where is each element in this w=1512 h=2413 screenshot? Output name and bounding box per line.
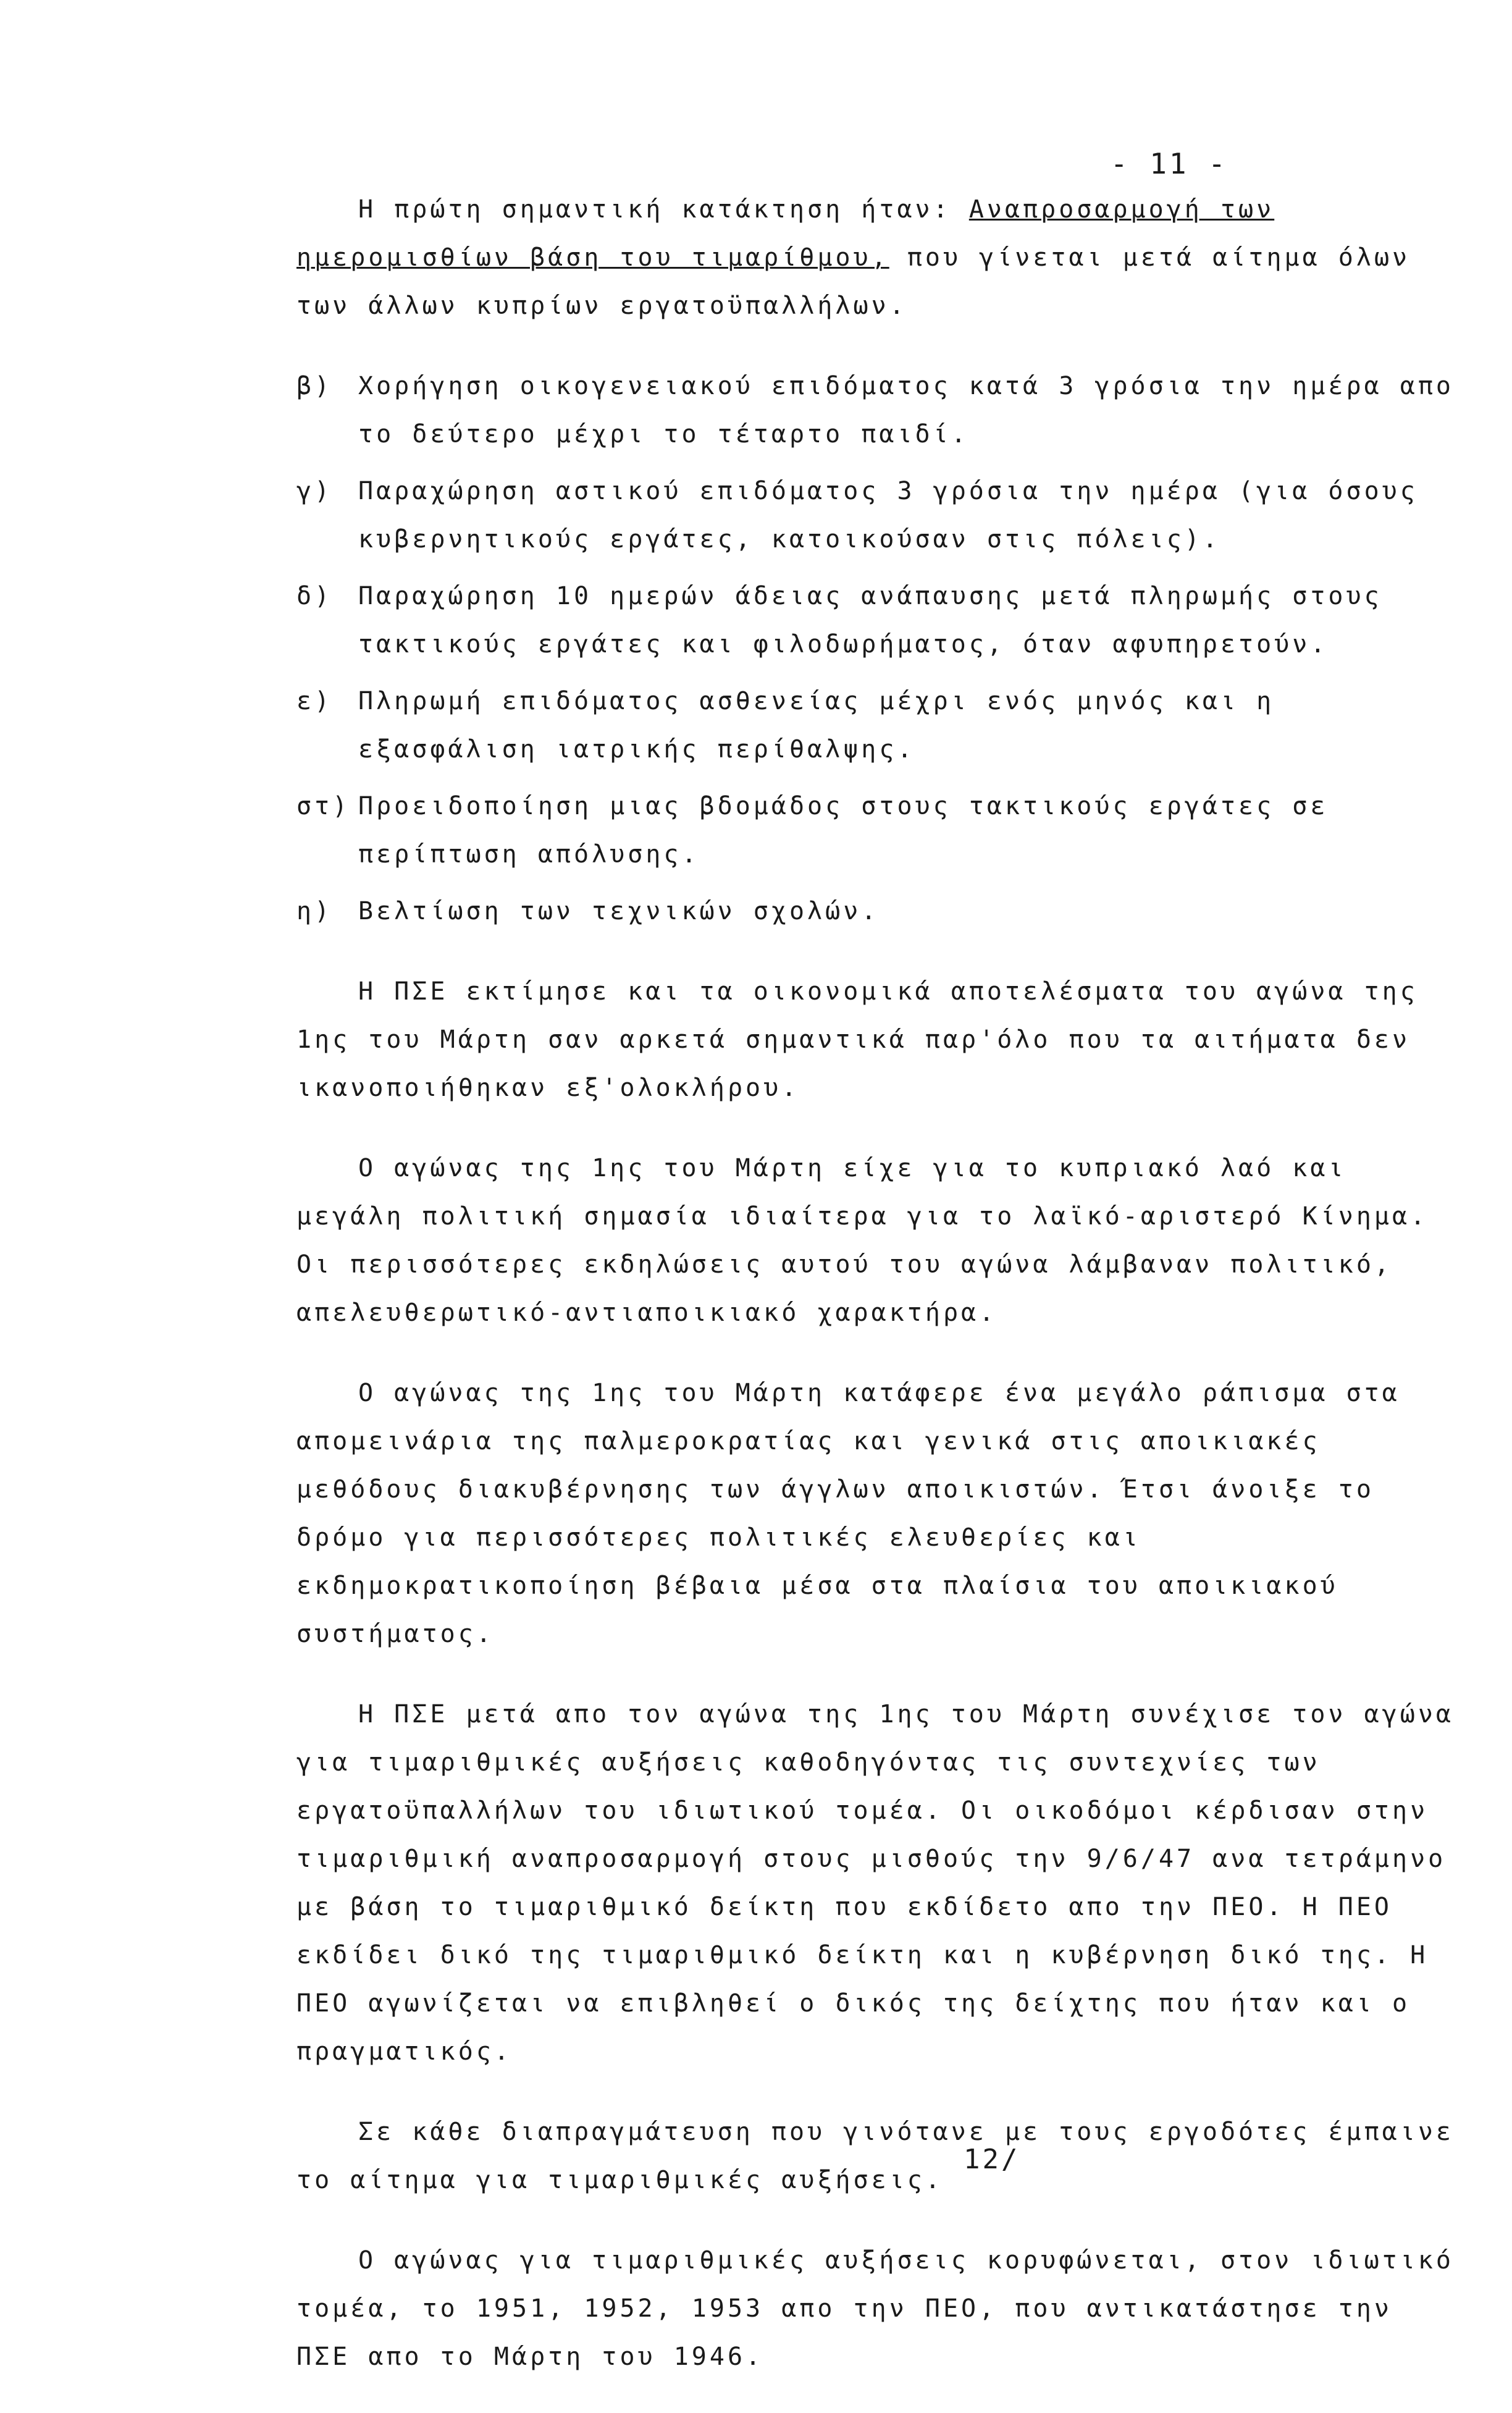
list-item	[296, 362, 1458, 458]
list-item	[296, 677, 1458, 773]
body-paragraph: Σε κάθε διαπραγμάτευση που γινότανε με τους εργοδότες έμπαινε το αίτημα για τιμαριθμικές αυξήσεις.	[296, 2118, 1455, 2194]
list-item	[296, 467, 1458, 563]
list-item-text: Προειδοποίηση μιας βδομάδος στους τακτικούς εργάτες σε περίπτωση απόλυσης.	[358, 792, 1329, 869]
next-page-marker: 12/	[964, 2144, 1020, 2175]
intro-text-continued: που γίνεται μετά αίτημα όλων των άλλων κυπρίων εργατοϋπαλλήλων.	[296, 243, 1411, 320]
list-item	[296, 782, 1458, 878]
body-paragraph: Η ΠΣΕ εκτίμησε και τα οικονομικά αποτελέσματα του αγώνα της 1ης του Μάρτη σαν αρκετά σημαντικά παρ'όλο που τα αιτήματα δεν ικανοποιήθηκαν εξ'ολοκλήρου.	[296, 977, 1418, 1102]
list-item-text: Χορήγηση οικογενειακού επιδόματος κατά 3 γρόσια την ημέρα απο το δεύτερο μέχρι το τέταρτο παιδί.	[358, 372, 1455, 448]
list-item-text: Παραχώρηση αστικού επιδόματος 3 γρόσια την ημέρα (για όσους κυβερνητικούς εργάτες, κατοικούσαν στις πόλεις).	[358, 477, 1418, 554]
list-item	[296, 887, 1458, 935]
list-marker: β)	[296, 372, 333, 400]
body-paragraph: Ο αγώνας της 1ης του Μάρτη είχε για το κυπριακό λαό και μεγάλη πολιτική σημασία ιδιαίτερα για το λαϊκό-αριστερό Κίνημα. Οι περισσότερες εκδηλώσεις αυτού του αγώνα λάμβαναν πολιτικό, απελευθερωτικό-αντιαποικιακό χαρακτήρα.	[296, 1154, 1429, 1327]
page-number: - 11 -	[1110, 147, 1228, 180]
list-marker: δ)	[296, 582, 333, 610]
intro-underlined-text: Αναπροσαρμογή των ημερομισθίων βάση του τιμαρίθμου,	[296, 195, 1275, 272]
list-item	[296, 572, 1458, 668]
list-item-text: Πληρωμή επιδόματος ασθενείας μέχρι ενός μηνός και η εξασφάλιση ιατρικής περίθαλψης.	[358, 687, 1275, 764]
list-item-text: Παραχώρηση 10 ημερών άδειας ανάπαυσης μετά πληρωμής στους τακτικούς εργάτες και φιλοδωρήματος, όταν αφυπηρετούν.	[358, 582, 1382, 659]
list-marker: στ)	[296, 792, 351, 820]
body-paragraph: Ο αγώνας για τιμαριθμικές αυξήσεις κορυφώνεται, στον ιδιωτικό τομέα, το 1951, 1952, 1953 απο την ΠΕΟ, που αντικατάστησε την ΠΣΕ απο το Μάρτη του 1946.	[296, 2246, 1455, 2371]
list-marker: γ)	[296, 477, 333, 505]
list-item-text: Βελτίωση των τεχνικών σχολών.	[358, 897, 880, 925]
list-marker: ε)	[296, 687, 333, 715]
intro-text: Η πρώτη σημαντική κατάκτηση ήταν:	[358, 195, 951, 224]
body-paragraph: Η ΠΣΕ μετά απο τον αγώνα της 1ης του Μάρτη συνέχισε τον αγώνα για τιμαριθμικές αυξήσεις καθοδηγόντας τις συντεχνίες των εργατοϋπαλλήλων του ιδιωτικού τομέα. Οι οικοδόμοι κέρδισαν στην τιμαριθμική αναπροσαρμογή στους μισθούς την 9/6/47 ανα τετράμηνο με βάση το τιμαριθμικό δείκτη που εκδίδετο απο την ΠΕΟ. Η ΠΕΟ εκδίδει δικό της τιμαριθμικό δείκτη και η κυβέρνηση δικό της. Η ΠΕΟ αγωνίζεται να επιβληθεί ο δικός της δείχτης που ήταν και ο πραγματικός.	[296, 1700, 1455, 2066]
body-paragraph: Ο αγώνας της 1ης του Μάρτη κατάφερε ένα μεγάλο ράπισμα στα απομεινάρια της παλμεροκρατίας και γενικά στις αποικιακές μεθόδους διακυβέρνησης των άγγλων αποικιστών. Έτσι άνοιξε το δρόμο για περισσότερες πολιτικές ελευθερίες και εκδημοκρατικοποίηση βέβαια μέσα στα πλαίσια του αποικιακού συστήματος.	[296, 1379, 1400, 1648]
document-body	[296, 185, 1458, 2413]
intro-paragraph	[296, 185, 1458, 330]
list-marker: η)	[296, 897, 333, 925]
demands-list	[296, 362, 1458, 935]
